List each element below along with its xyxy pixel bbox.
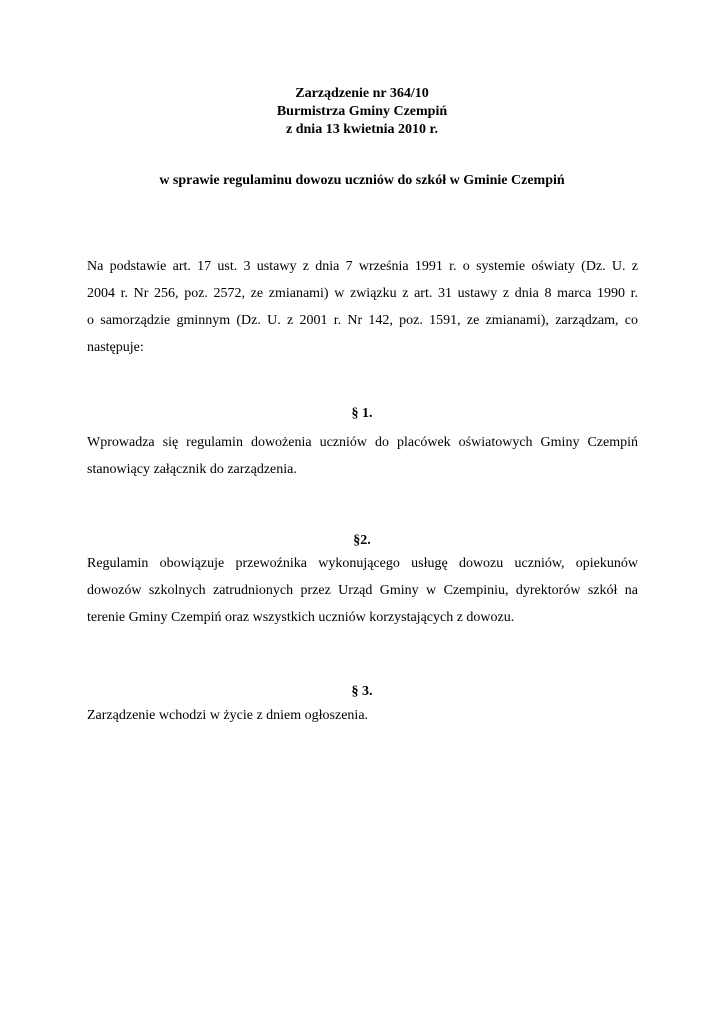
section-2-line: Regulamin obowiązuje przewoźnika wykonującego usługę dowozu uczniów, opiekunów — [87, 556, 638, 571]
preamble-line: 2004 r. Nr 256, poz. 2572, ze zmianami) w związku z art. 31 ustawy z dnia 8 marca 1990 r. — [87, 286, 638, 301]
preamble-line: o samorządzie gminnym (Dz. U. z 2001 r. Nr 142, poz. 1591, ze zmianami), zarządzam, co — [87, 313, 638, 328]
title-line-1: Zarządzenie nr 364/10 — [295, 86, 429, 101]
section-2-line: terenie Gminy Czempiń oraz wszystkich uczniów korzystających z dowozu. — [87, 610, 515, 625]
section-1-body — [87, 429, 638, 483]
preamble-line: następuje: — [87, 340, 144, 355]
document-title — [0, 85, 724, 139]
title-line-2: Burmistrza Gminy Czempiń — [276, 104, 448, 119]
section-2-heading: §2. — [353, 533, 371, 548]
preamble-line: Na podstawie art. 17 ust. 3 ustawy z dnia 7 września 1991 r. o systemie oświaty (Dz. U. z — [87, 259, 638, 274]
section-2-line: dowozów szkolnych zatrudnionych przez Urząd Gminy w Czempiniu, dyrektorów szkół na — [87, 583, 638, 598]
section-3-body — [87, 702, 638, 729]
section-1-line: stanowiący załącznik do zarządzenia. — [87, 462, 297, 477]
section-3-heading: § 3. — [351, 684, 373, 699]
section-2-body — [87, 550, 638, 631]
section-1-heading: § 1. — [351, 406, 373, 421]
section-3-line: Zarządzenie wchodzi w życie z dniem ogłoszenia. — [87, 708, 369, 723]
section-1-line: Wprowadza się regulamin dowożenia uczniów do placówek oświatowych Gminy Czempiń — [87, 435, 638, 450]
preamble — [87, 253, 638, 361]
document-subject: w sprawie regulaminu dowozu uczniów do szkół w Gminie Czempiń — [159, 173, 565, 188]
title-line-3: z dnia 13 kwietnia 2010 r. — [286, 122, 438, 137]
